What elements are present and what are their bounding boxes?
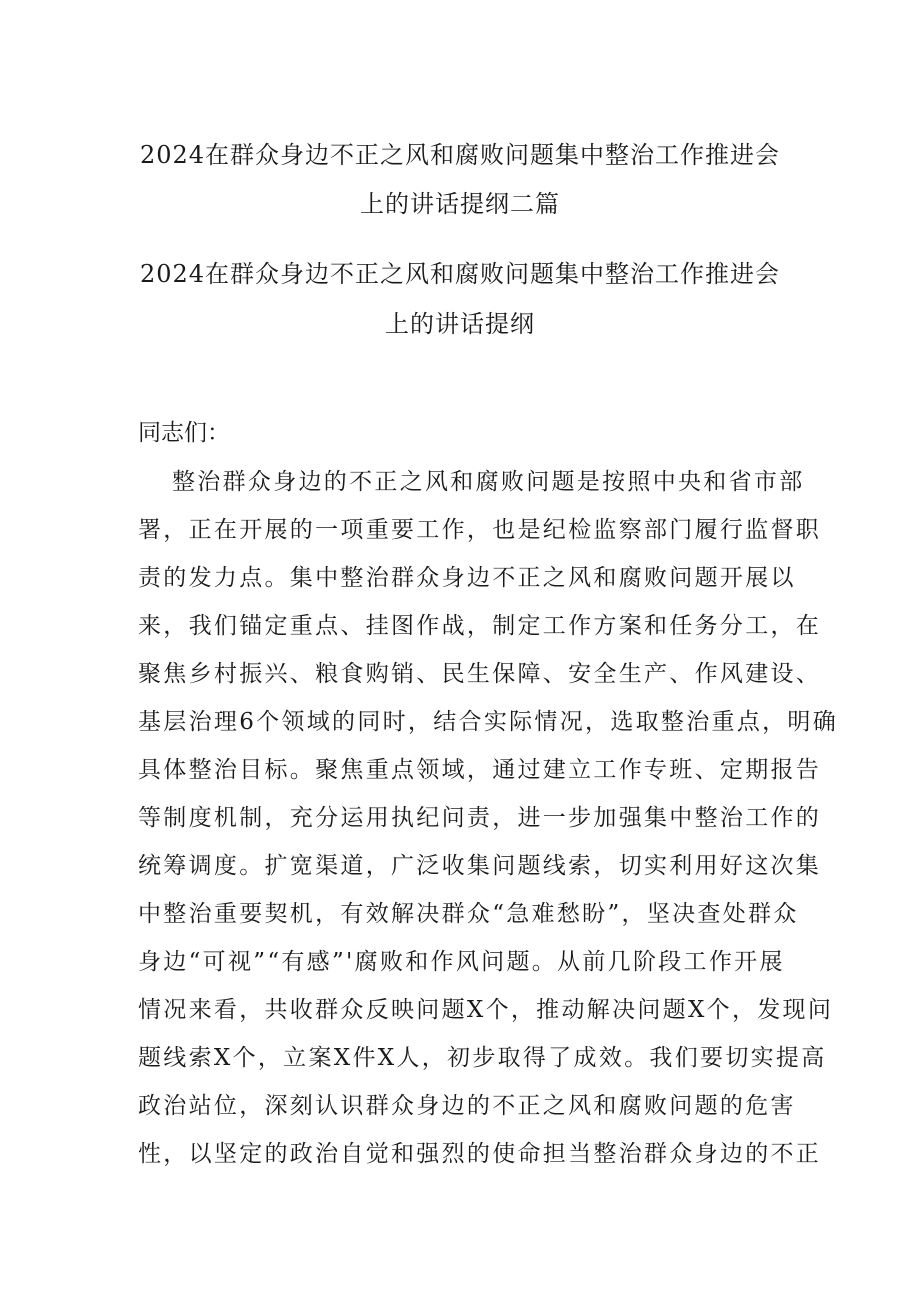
paragraph-line: 责的发力点。集中整治群众身边不正之风和腐败问题开展以 bbox=[138, 565, 796, 591]
document-title-line-1: 2024在群众身边不正之风和腐败问题集中整治工作推进会 bbox=[139, 141, 781, 169]
paragraph-line: 聚焦乡村振兴、粮食购销、民生保障、安全生产、作风建设、 bbox=[138, 661, 822, 687]
paragraph-line: 题线索X个，立案X件X人，初步取得了成效。我们要切实提高 bbox=[138, 1045, 827, 1071]
paragraph-line: 具体整治目标。聚焦重点领域，通过建立工作专班、定期报告 bbox=[138, 757, 822, 783]
paragraph-line: 基层治理6个领域的同时，结合实际情况，选取整治重点，明确 bbox=[138, 709, 839, 735]
paragraph-line: 政治站位，深刻认识群众身边的不正之风和腐败问题的危害 bbox=[138, 1093, 796, 1119]
paragraph-line: 中整治重要契机，有效解决群众“急难愁盼”，坚决查处群众 bbox=[138, 901, 799, 927]
document-title-line-2: 上的讲话提纲二篇 bbox=[360, 190, 560, 218]
section-title-line-1: 2024在群众身边不正之风和腐败问题集中整治工作推进会 bbox=[139, 260, 781, 288]
paragraph-line: 性，以坚定的政治自觉和强烈的使命担当整治群众身边的不正 bbox=[138, 1141, 822, 1167]
section-title-line-2: 上的讲话提纲 bbox=[385, 310, 535, 338]
paragraph-line: 身边“可视”“有感”'腐败和作风问题。从前几阶段工作开展 bbox=[138, 949, 785, 975]
paragraph-line: 整治群众身边的不正之风和腐败问题是按照中央和省市部 bbox=[172, 469, 805, 495]
paragraph-line: 等制度机制，充分运用执纪问责，进一步加强集中整治工作的 bbox=[138, 805, 822, 831]
paragraph-line: 统筹调度。扩宽渠道，广泛收集问题线索，切实利用好这次集 bbox=[138, 853, 822, 879]
paragraph-line: 来，我们锚定重点、挂图作战，制定工作方案和任务分工，在 bbox=[138, 613, 822, 639]
salutation: 同志们： bbox=[138, 420, 230, 446]
paragraph-line: 署，正在开展的一项重要工作，也是纪检监察部门履行监督职 bbox=[138, 517, 822, 543]
paragraph-line: 情况来看，共收群众反映问题X个，推动解决问题X个，发现问 bbox=[138, 997, 834, 1023]
